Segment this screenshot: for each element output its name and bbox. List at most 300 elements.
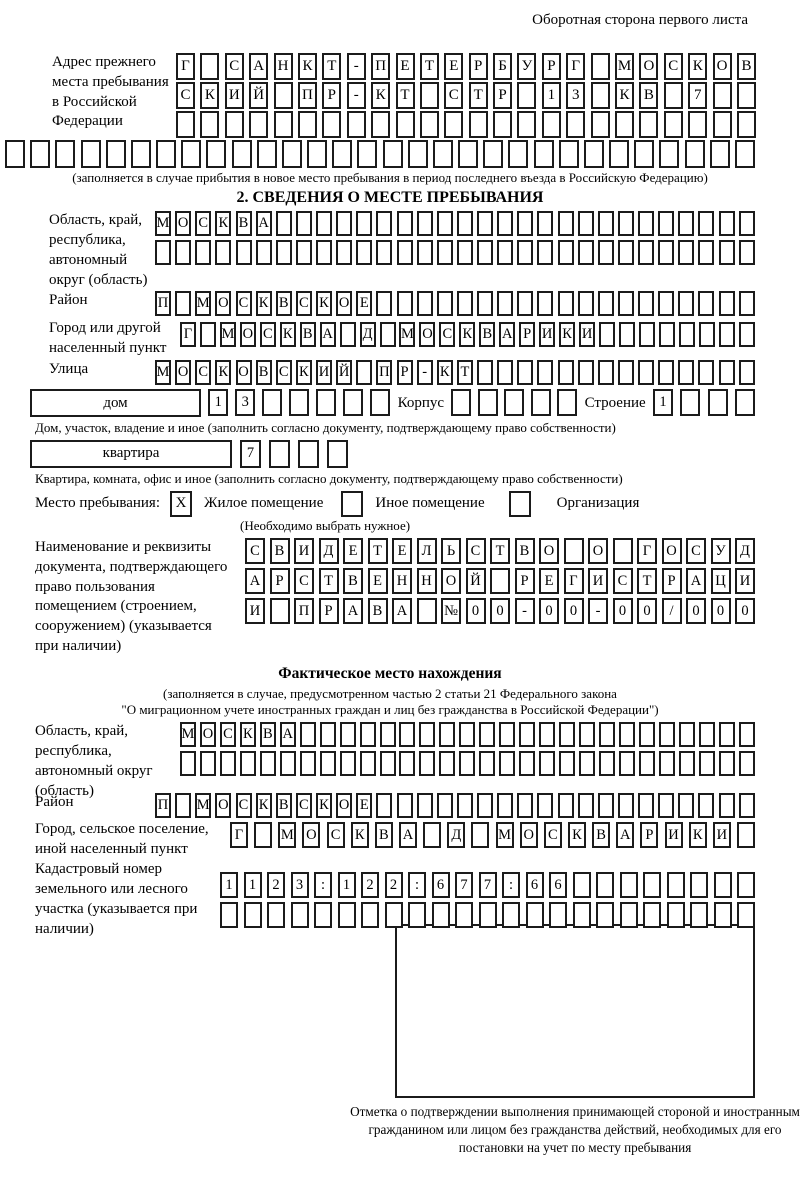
char-box[interactable] [340, 722, 356, 747]
char-box[interactable] [499, 751, 515, 776]
char-box[interactable]: П [376, 360, 392, 385]
char-box[interactable]: Й [336, 360, 352, 385]
char-box[interactable] [300, 751, 316, 776]
char-box[interactable]: С [236, 793, 252, 818]
char-box[interactable]: 3 [566, 82, 585, 109]
char-box[interactable] [236, 240, 252, 265]
char-box[interactable] [739, 240, 755, 265]
char-box[interactable]: Г [566, 53, 585, 80]
char-box[interactable] [181, 140, 201, 168]
char-box[interactable]: А [399, 822, 417, 848]
char-box[interactable]: Т [396, 82, 415, 109]
char-box[interactable] [735, 389, 755, 416]
char-box[interactable] [719, 322, 735, 347]
char-box[interactable]: / [662, 598, 682, 624]
char-box[interactable]: Т [319, 568, 339, 594]
char-box[interactable]: Г [180, 322, 196, 347]
char-box[interactable]: Г [176, 53, 195, 80]
char-box[interactable]: К [688, 53, 707, 80]
char-box[interactable] [558, 240, 574, 265]
char-box[interactable] [557, 389, 577, 416]
char-box[interactable]: С [444, 82, 463, 109]
char-box[interactable] [591, 53, 610, 80]
char-box[interactable] [678, 211, 694, 236]
char-box[interactable] [439, 751, 455, 776]
char-box[interactable] [596, 872, 614, 898]
char-box[interactable] [638, 360, 654, 385]
char-box[interactable]: К [316, 291, 332, 316]
char-box[interactable]: Р [542, 53, 561, 80]
char-box[interactable]: 3 [235, 389, 255, 416]
char-box[interactable] [471, 822, 489, 848]
char-box[interactable]: И [735, 568, 755, 594]
char-box[interactable]: К [215, 360, 231, 385]
char-box[interactable] [479, 902, 497, 928]
char-box[interactable] [659, 722, 675, 747]
char-box[interactable] [739, 291, 755, 316]
char-box[interactable] [643, 872, 661, 898]
char-box[interactable] [596, 902, 614, 928]
char-box[interactable]: С [613, 568, 633, 594]
char-box[interactable] [537, 291, 553, 316]
char-box[interactable] [332, 140, 352, 168]
char-box[interactable]: И [294, 538, 314, 564]
char-box[interactable]: С [327, 822, 345, 848]
char-box[interactable]: 0 [490, 598, 510, 624]
char-box[interactable] [376, 793, 392, 818]
char-box[interactable] [678, 291, 694, 316]
char-box[interactable] [659, 751, 675, 776]
char-box[interactable]: А [392, 598, 412, 624]
char-box[interactable]: : [408, 872, 426, 898]
char-box[interactable] [459, 722, 475, 747]
char-box[interactable] [419, 751, 435, 776]
char-box[interactable] [439, 722, 455, 747]
char-box[interactable] [578, 211, 594, 236]
char-box[interactable] [437, 291, 453, 316]
char-box[interactable]: У [711, 538, 731, 564]
char-box[interactable] [714, 902, 732, 928]
char-box[interactable] [131, 140, 151, 168]
char-box[interactable] [638, 291, 654, 316]
char-box[interactable]: С [176, 82, 195, 109]
char-box[interactable] [526, 902, 544, 928]
char-box[interactable]: 1 [542, 82, 561, 109]
char-box[interactable] [451, 389, 471, 416]
char-box[interactable]: А [320, 322, 336, 347]
char-box[interactable] [698, 211, 714, 236]
char-box[interactable]: А [245, 568, 265, 594]
char-box[interactable]: В [276, 291, 292, 316]
char-box[interactable] [30, 140, 50, 168]
char-box[interactable] [619, 322, 635, 347]
char-box[interactable] [280, 751, 296, 776]
char-box[interactable] [458, 140, 478, 168]
char-box[interactable]: К [615, 82, 634, 109]
char-box[interactable] [469, 111, 488, 138]
char-box[interactable] [256, 240, 272, 265]
char-box[interactable]: И [225, 82, 244, 109]
char-box[interactable]: О [520, 822, 538, 848]
char-box[interactable]: С [664, 53, 683, 80]
char-box[interactable]: К [240, 722, 256, 747]
char-box[interactable]: О [713, 53, 732, 80]
char-box[interactable] [296, 211, 312, 236]
char-box[interactable]: М [155, 211, 171, 236]
char-box[interactable] [714, 872, 732, 898]
char-box[interactable] [360, 722, 376, 747]
char-box[interactable]: Р [322, 82, 341, 109]
char-box[interactable]: М [220, 322, 236, 347]
char-box[interactable]: О [175, 211, 191, 236]
char-box[interactable] [667, 902, 685, 928]
char-box[interactable]: А [499, 322, 515, 347]
char-box[interactable] [417, 291, 433, 316]
char-box[interactable]: 7 [688, 82, 707, 109]
char-box[interactable] [477, 240, 493, 265]
char-box[interactable] [634, 140, 654, 168]
char-box[interactable] [417, 211, 433, 236]
char-box[interactable] [444, 111, 463, 138]
char-box[interactable] [356, 211, 372, 236]
char-box[interactable]: М [155, 360, 171, 385]
char-box[interactable] [699, 751, 715, 776]
char-box[interactable]: 0 [613, 598, 633, 624]
char-box[interactable] [598, 291, 614, 316]
char-box[interactable]: : [314, 872, 332, 898]
char-box[interactable] [558, 793, 574, 818]
char-box[interactable] [276, 211, 292, 236]
char-box[interactable]: - [347, 53, 366, 80]
char-box[interactable]: Б [493, 53, 512, 80]
char-box[interactable]: Е [343, 538, 363, 564]
char-box[interactable] [739, 211, 755, 236]
char-box[interactable]: С [439, 322, 455, 347]
char-box[interactable] [678, 793, 694, 818]
char-box[interactable] [249, 111, 268, 138]
char-box[interactable] [690, 872, 708, 898]
char-box[interactable] [618, 291, 634, 316]
char-box[interactable] [479, 751, 495, 776]
char-box[interactable] [338, 902, 356, 928]
char-box[interactable] [180, 751, 196, 776]
char-box[interactable]: С [544, 822, 562, 848]
char-box[interactable]: Р [270, 568, 290, 594]
char-box[interactable]: А [616, 822, 634, 848]
char-box[interactable] [713, 82, 732, 109]
char-box[interactable] [519, 722, 535, 747]
char-box[interactable]: У [517, 53, 536, 80]
char-box[interactable]: С [294, 568, 314, 594]
char-box[interactable] [713, 111, 732, 138]
char-box[interactable]: К [559, 322, 575, 347]
char-box[interactable] [399, 751, 415, 776]
char-box[interactable] [320, 751, 336, 776]
char-box[interactable] [274, 111, 293, 138]
char-box[interactable]: Т [420, 53, 439, 80]
char-box[interactable] [517, 211, 533, 236]
char-box[interactable]: К [568, 822, 586, 848]
char-box[interactable] [739, 793, 755, 818]
char-box[interactable]: Г [637, 538, 657, 564]
char-box[interactable] [591, 82, 610, 109]
char-box[interactable]: П [371, 53, 390, 80]
char-box[interactable]: Р [397, 360, 413, 385]
char-box[interactable]: 2 [385, 872, 403, 898]
char-box[interactable] [537, 360, 553, 385]
stay-type-checkbox-other[interactable] [341, 491, 363, 517]
char-box[interactable] [690, 902, 708, 928]
char-box[interactable] [658, 291, 674, 316]
char-box[interactable] [739, 722, 755, 747]
char-box[interactable] [638, 240, 654, 265]
char-box[interactable] [215, 240, 231, 265]
char-box[interactable] [667, 872, 685, 898]
char-box[interactable]: О [200, 722, 216, 747]
char-box[interactable] [5, 140, 25, 168]
char-box[interactable]: А [686, 568, 706, 594]
char-box[interactable] [478, 389, 498, 416]
char-box[interactable] [719, 211, 735, 236]
char-box[interactable] [274, 82, 293, 109]
char-box[interactable] [383, 140, 403, 168]
char-box[interactable]: И [713, 822, 731, 848]
char-box[interactable] [276, 240, 292, 265]
char-box[interactable]: Й [466, 568, 486, 594]
char-box[interactable]: 1 [653, 389, 673, 416]
char-box[interactable] [336, 240, 352, 265]
char-box[interactable] [314, 902, 332, 928]
char-box[interactable]: К [351, 822, 369, 848]
char-box[interactable] [639, 111, 658, 138]
char-box[interactable] [517, 82, 536, 109]
char-box[interactable] [408, 140, 428, 168]
char-box[interactable] [106, 140, 126, 168]
char-box[interactable] [719, 793, 735, 818]
char-box[interactable] [678, 240, 694, 265]
char-box[interactable] [360, 751, 376, 776]
char-box[interactable] [664, 82, 683, 109]
char-box[interactable] [316, 240, 332, 265]
char-box[interactable] [517, 111, 536, 138]
char-box[interactable]: В [375, 822, 393, 848]
char-box[interactable] [477, 360, 493, 385]
char-box[interactable] [289, 389, 309, 416]
char-box[interactable] [558, 291, 574, 316]
char-box[interactable] [639, 751, 655, 776]
char-box[interactable]: В [592, 822, 610, 848]
char-box[interactable] [559, 140, 579, 168]
char-box[interactable] [493, 111, 512, 138]
char-box[interactable] [479, 722, 495, 747]
char-box[interactable] [385, 902, 403, 928]
char-box[interactable] [437, 240, 453, 265]
char-box[interactable] [573, 872, 591, 898]
char-box[interactable]: 0 [711, 598, 731, 624]
char-box[interactable] [497, 360, 513, 385]
char-box[interactable]: Е [539, 568, 559, 594]
char-box[interactable]: К [256, 793, 272, 818]
char-box[interactable] [598, 240, 614, 265]
char-box[interactable] [269, 440, 290, 468]
char-box[interactable] [399, 722, 415, 747]
char-box[interactable] [417, 598, 437, 624]
char-box[interactable] [578, 291, 594, 316]
char-box[interactable]: О [336, 291, 352, 316]
char-box[interactable]: С [195, 360, 211, 385]
char-box[interactable] [618, 793, 634, 818]
char-box[interactable]: 0 [735, 598, 755, 624]
char-box[interactable] [347, 111, 366, 138]
char-box[interactable] [432, 902, 450, 928]
char-box[interactable]: К [437, 360, 453, 385]
char-box[interactable] [371, 111, 390, 138]
char-box[interactable]: Д [447, 822, 465, 848]
char-box[interactable] [584, 140, 604, 168]
char-box[interactable] [397, 793, 413, 818]
char-box[interactable]: О [441, 568, 461, 594]
char-box[interactable]: Р [519, 322, 535, 347]
char-box[interactable]: Н [417, 568, 437, 594]
char-box[interactable] [737, 902, 755, 928]
stay-type-checkbox-organization[interactable] [509, 491, 531, 517]
char-box[interactable]: - [347, 82, 366, 109]
char-box[interactable]: 1 [220, 872, 238, 898]
char-box[interactable] [719, 291, 735, 316]
char-box[interactable]: С [466, 538, 486, 564]
char-box[interactable] [564, 538, 584, 564]
char-box[interactable] [558, 211, 574, 236]
char-box[interactable]: Д [735, 538, 755, 564]
char-box[interactable] [417, 793, 433, 818]
char-box[interactable] [537, 211, 553, 236]
char-box[interactable] [531, 389, 551, 416]
char-box[interactable] [483, 140, 503, 168]
char-box[interactable] [659, 140, 679, 168]
char-box[interactable]: 1 [244, 872, 262, 898]
char-box[interactable] [537, 793, 553, 818]
char-box[interactable]: Т [490, 538, 510, 564]
char-box[interactable] [380, 751, 396, 776]
char-box[interactable]: Т [637, 568, 657, 594]
char-box[interactable] [176, 111, 195, 138]
char-box[interactable] [457, 793, 473, 818]
char-box[interactable] [200, 751, 216, 776]
char-box[interactable]: Е [396, 53, 415, 80]
char-box[interactable]: О [302, 822, 320, 848]
char-box[interactable]: Л [417, 538, 437, 564]
char-box[interactable] [599, 722, 615, 747]
char-box[interactable] [156, 140, 176, 168]
char-box[interactable] [254, 822, 272, 848]
char-box[interactable] [517, 291, 533, 316]
char-box[interactable]: И [665, 822, 683, 848]
char-box[interactable] [155, 240, 171, 265]
char-box[interactable] [679, 722, 695, 747]
char-box[interactable] [282, 140, 302, 168]
char-box[interactable]: О [419, 322, 435, 347]
char-box[interactable]: О [662, 538, 682, 564]
char-box[interactable] [437, 793, 453, 818]
char-box[interactable]: 6 [432, 872, 450, 898]
char-box[interactable]: М [399, 322, 415, 347]
char-box[interactable] [737, 822, 755, 848]
char-box[interactable]: В [260, 722, 276, 747]
char-box[interactable] [618, 360, 634, 385]
char-box[interactable] [232, 140, 252, 168]
char-box[interactable]: 7 [479, 872, 497, 898]
char-box[interactable] [719, 722, 735, 747]
char-box[interactable]: Д [319, 538, 339, 564]
char-box[interactable]: К [200, 82, 219, 109]
char-box[interactable]: 0 [686, 598, 706, 624]
char-box[interactable] [688, 111, 707, 138]
char-box[interactable] [735, 140, 755, 168]
char-box[interactable] [620, 872, 638, 898]
char-box[interactable]: К [215, 211, 231, 236]
char-box[interactable]: О [336, 793, 352, 818]
char-box[interactable] [206, 140, 226, 168]
char-box[interactable] [639, 322, 655, 347]
char-box[interactable] [457, 211, 473, 236]
char-box[interactable]: Р [515, 568, 535, 594]
char-box[interactable] [497, 211, 513, 236]
char-box[interactable] [698, 360, 714, 385]
char-box[interactable] [459, 751, 475, 776]
char-box[interactable] [698, 291, 714, 316]
char-box[interactable] [508, 140, 528, 168]
char-box[interactable] [578, 360, 594, 385]
char-box[interactable] [225, 111, 244, 138]
char-box[interactable] [499, 722, 515, 747]
char-box[interactable] [737, 111, 756, 138]
char-box[interactable] [437, 211, 453, 236]
char-box[interactable] [497, 793, 513, 818]
char-box[interactable] [598, 793, 614, 818]
char-box[interactable] [376, 240, 392, 265]
char-box[interactable] [679, 751, 695, 776]
char-box[interactable]: М [615, 53, 634, 80]
char-box[interactable]: В [515, 538, 535, 564]
char-box[interactable]: П [298, 82, 317, 109]
char-box[interactable]: В [256, 360, 272, 385]
char-box[interactable]: Т [469, 82, 488, 109]
char-box[interactable] [420, 111, 439, 138]
char-box[interactable]: 7 [240, 440, 261, 468]
char-box[interactable]: : [502, 872, 520, 898]
char-box[interactable] [517, 360, 533, 385]
char-box[interactable] [658, 240, 674, 265]
char-box[interactable]: К [296, 360, 312, 385]
char-box[interactable] [397, 211, 413, 236]
char-box[interactable]: Р [493, 82, 512, 109]
char-box[interactable] [658, 211, 674, 236]
char-box[interactable] [699, 722, 715, 747]
char-box[interactable] [300, 722, 316, 747]
char-box[interactable]: 0 [539, 598, 559, 624]
char-box[interactable]: В [639, 82, 658, 109]
char-box[interactable] [579, 751, 595, 776]
char-box[interactable] [638, 211, 654, 236]
char-box[interactable]: О [215, 291, 231, 316]
char-box[interactable] [620, 902, 638, 928]
char-box[interactable]: - [588, 598, 608, 624]
char-box[interactable] [497, 291, 513, 316]
char-box[interactable]: О [236, 360, 252, 385]
char-box[interactable] [320, 722, 336, 747]
char-box[interactable] [423, 822, 441, 848]
char-box[interactable]: А [256, 211, 272, 236]
